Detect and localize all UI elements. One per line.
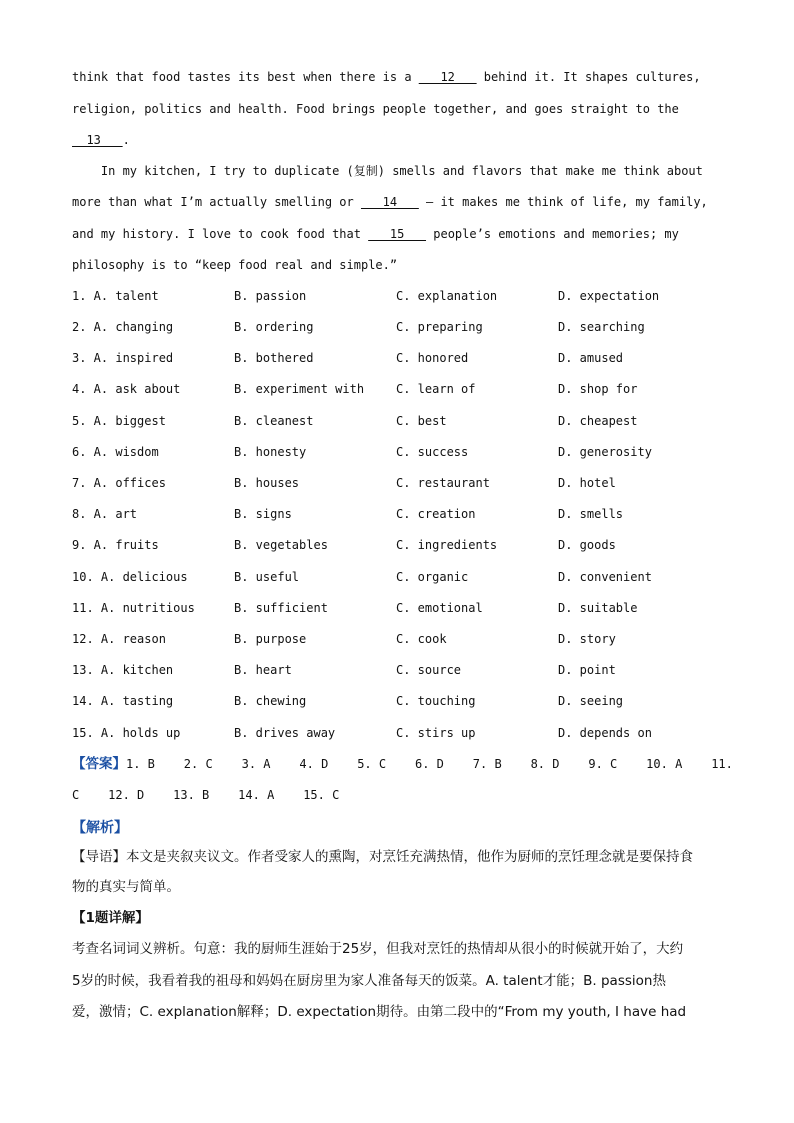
option-a: 7. A. offices xyxy=(72,476,166,490)
option-a: 12. A. reason xyxy=(72,632,166,646)
option-b: B. cleanest xyxy=(234,414,314,428)
option-d: D. point xyxy=(558,663,616,677)
option-d: D. convenient xyxy=(558,570,652,584)
q1-detail-line-1: 考查名词词义辨析。句意：我的厨师生涯始于25岁，但我对烹饪的热情却从很小的时候就开始了，大约 xyxy=(72,941,684,957)
answer-line-1 xyxy=(72,756,733,772)
option-b: B. experiment with xyxy=(234,382,365,396)
intro-line-1: 【导语】本文是夹叙夹议文。作者受家人的熏陶，对烹饪充满热情，他作为厨师的烹饪理念就是要保持食 xyxy=(72,849,693,865)
option-d: D. smells xyxy=(558,507,624,521)
option-a: 5. A. biggest xyxy=(72,414,166,428)
option-c: C. creation xyxy=(396,507,476,521)
option-b: B. signs xyxy=(234,507,292,521)
option-a: 4. A. ask about xyxy=(72,382,181,396)
q1-detail-line-2: 5岁的时候，我看着我的祖母和妈妈在厨房里为家人准备每天的饭菜。A. talent才能；B. passion热 xyxy=(72,973,666,989)
option-d: D. searching xyxy=(558,320,645,334)
option-c: C. ingredients xyxy=(396,538,498,552)
option-c: C. honored xyxy=(396,351,469,365)
option-a: 15. A. holds up xyxy=(72,726,181,740)
question-row xyxy=(72,475,762,491)
passage-line-5 xyxy=(72,194,708,210)
option-c: C. success xyxy=(396,445,469,459)
option-a: 9. A. fruits xyxy=(72,538,159,552)
passage-line-4: In my kitchen, I try to duplicate (复制) smells and flavors that make me think about xyxy=(72,164,703,178)
question-row xyxy=(72,631,762,647)
answer-tag: 【答案】 xyxy=(72,756,126,772)
option-b: B. heart xyxy=(234,663,292,677)
passage-text: — it makes me think of life, my family, xyxy=(418,195,708,209)
q1-detail-header: 【1题详解】 xyxy=(72,910,149,926)
question-row xyxy=(72,725,762,741)
option-b: B. purpose xyxy=(234,632,307,646)
option-b: B. honesty xyxy=(234,445,307,459)
question-row xyxy=(72,413,762,429)
blank-13: __13___ xyxy=(72,133,123,147)
option-b: B. passion xyxy=(234,289,307,303)
intro-line-2: 物的真实与简单。 xyxy=(72,879,180,895)
option-d: D. hotel xyxy=(558,476,616,490)
option-d: D. cheapest xyxy=(558,414,638,428)
option-d: D. depends on xyxy=(558,726,652,740)
option-c: C. cook xyxy=(396,632,447,646)
option-a: 10. A. delicious xyxy=(72,570,188,584)
question-row xyxy=(72,288,762,304)
passage-text: people’s emotions and memories; my xyxy=(426,227,679,241)
passage-text: think that food tastes its best when there is a xyxy=(72,70,419,84)
question-row xyxy=(72,506,762,522)
option-a: 1. A. talent xyxy=(72,289,159,303)
option-a: 14. A. tasting xyxy=(72,694,174,708)
option-d: D. suitable xyxy=(558,601,638,615)
option-a: 8. A. art xyxy=(72,507,138,521)
option-b: B. sufficient xyxy=(234,601,328,615)
option-a: 13. A. kitchen xyxy=(72,663,174,677)
question-row xyxy=(72,600,762,616)
option-c: C. restaurant xyxy=(396,476,490,490)
option-c: C. organic xyxy=(396,570,469,584)
option-d: D. goods xyxy=(558,538,616,552)
question-row xyxy=(72,537,762,553)
blank-15: ___15___ xyxy=(368,227,427,241)
option-d: D. story xyxy=(558,632,616,646)
option-c: C. explanation xyxy=(396,289,498,303)
option-b: B. drives away xyxy=(234,726,336,740)
option-b: B. bothered xyxy=(234,351,314,365)
option-a: 2. A. changing xyxy=(72,320,174,334)
option-d: D. generosity xyxy=(558,445,652,459)
option-d: D. expectation xyxy=(558,289,660,303)
q1-detail-line-3: 爱，激情；C. explanation解释；D. expectation期待。由第二段中的“From my youth, I have had xyxy=(72,1004,687,1020)
option-d: D. shop for xyxy=(558,382,638,396)
option-b: B. ordering xyxy=(234,320,314,334)
blank-14: ___14___ xyxy=(360,195,419,209)
option-c: C. stirs up xyxy=(396,726,476,740)
option-d: D. seeing xyxy=(558,694,624,708)
option-c: C. emotional xyxy=(396,601,483,615)
option-c: C. learn of xyxy=(396,382,476,396)
passage-line-7: philosophy is to “keep food real and simple.” xyxy=(72,258,398,272)
question-row xyxy=(72,662,762,678)
passage-text: . xyxy=(122,133,130,147)
passage-line-2: religion, politics and health. Food brings people together, and goes straight to the xyxy=(72,102,679,116)
passage-line-3 xyxy=(72,132,130,148)
option-b: B. vegetables xyxy=(234,538,328,552)
question-row xyxy=(72,381,762,397)
option-c: C. source xyxy=(396,663,462,677)
question-row xyxy=(72,693,762,709)
passage-text: behind it. It shapes cultures, xyxy=(476,70,701,84)
answer-line-2: C 12. D 13. B 14. A 15. C xyxy=(72,788,340,802)
passage-line-1 xyxy=(72,69,701,85)
option-d: D. amused xyxy=(558,351,624,365)
question-row xyxy=(72,319,762,335)
question-row xyxy=(72,350,762,366)
option-c: C. best xyxy=(396,414,447,428)
answer-keys: 1. B 2. C 3. A 4. D 5. C 6. D 7. B 8. D 9. C 10. A 11. xyxy=(126,757,733,771)
option-b: B. useful xyxy=(234,570,300,584)
option-c: C. touching xyxy=(396,694,476,708)
passage-line-6 xyxy=(72,226,679,242)
analysis-header: 【解析】 xyxy=(72,820,128,836)
option-b: B. houses xyxy=(234,476,300,490)
option-c: C. preparing xyxy=(396,320,483,334)
question-row xyxy=(72,569,762,585)
blank-12: ___12___ xyxy=(418,70,477,84)
passage-text: more than what I’m actually smelling or xyxy=(72,195,361,209)
option-a: 3. A. inspired xyxy=(72,351,174,365)
question-row xyxy=(72,444,762,460)
option-a: 6. A. wisdom xyxy=(72,445,159,459)
option-b: B. chewing xyxy=(234,694,307,708)
option-a: 11. A. nutritious xyxy=(72,601,195,615)
passage-text: and my history. I love to cook food that xyxy=(72,227,369,241)
